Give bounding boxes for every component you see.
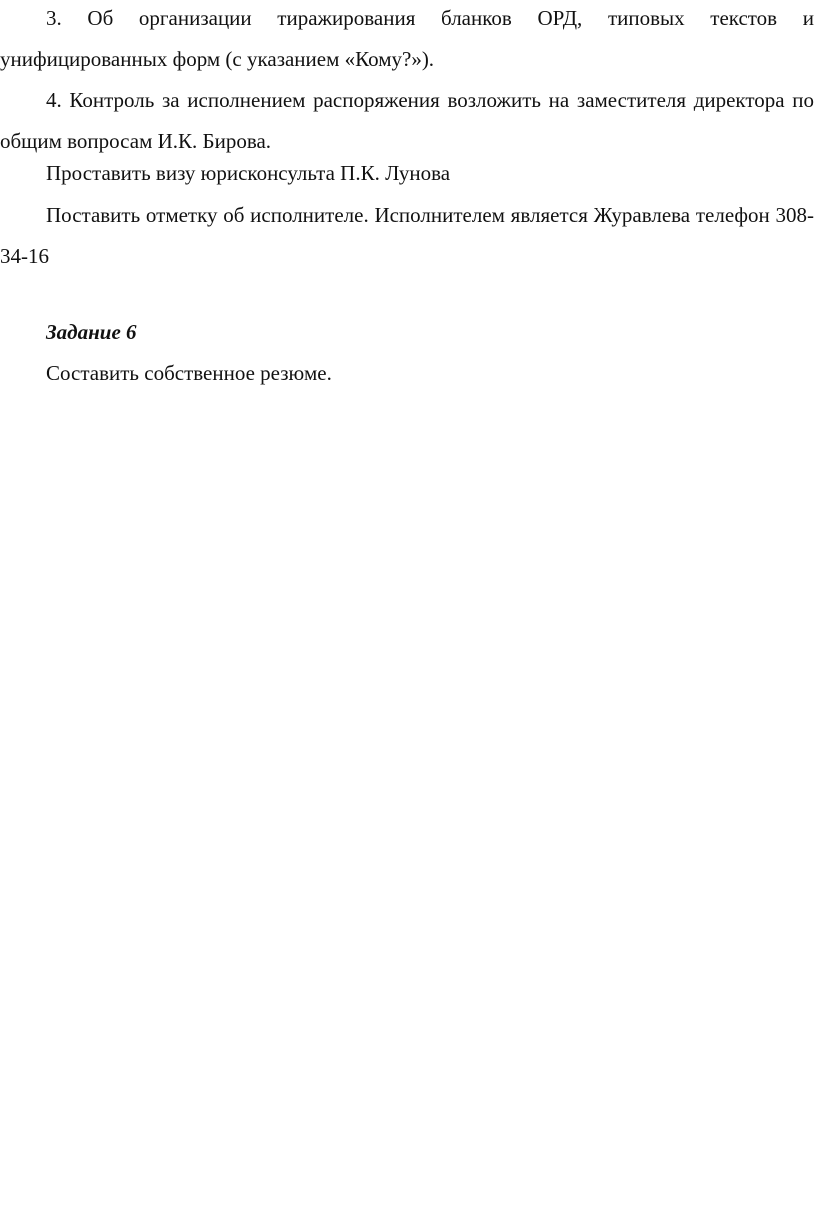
- task-text: Составить собственное резюме.: [46, 361, 332, 385]
- task-heading: Задание 6: [46, 320, 137, 344]
- paragraph-item-4: 4. Контроль за исполнением распоряжения возложить на заместителя директора по общим вопросам И.К. Бирова.: [0, 88, 814, 153]
- paragraph-executor: Поставить отметку об исполнителе. Исполнителем является Журавлева телефон 308-34-16: [0, 203, 814, 268]
- paragraph-visa: Проставить визу юрисконсульта П.К. Лунова: [46, 161, 451, 185]
- paragraph-item-3: 3. Об организации тиражирования бланков ОРД, типовых текстов и унифицированных форм (с указанием «Кому?»).: [0, 6, 814, 71]
